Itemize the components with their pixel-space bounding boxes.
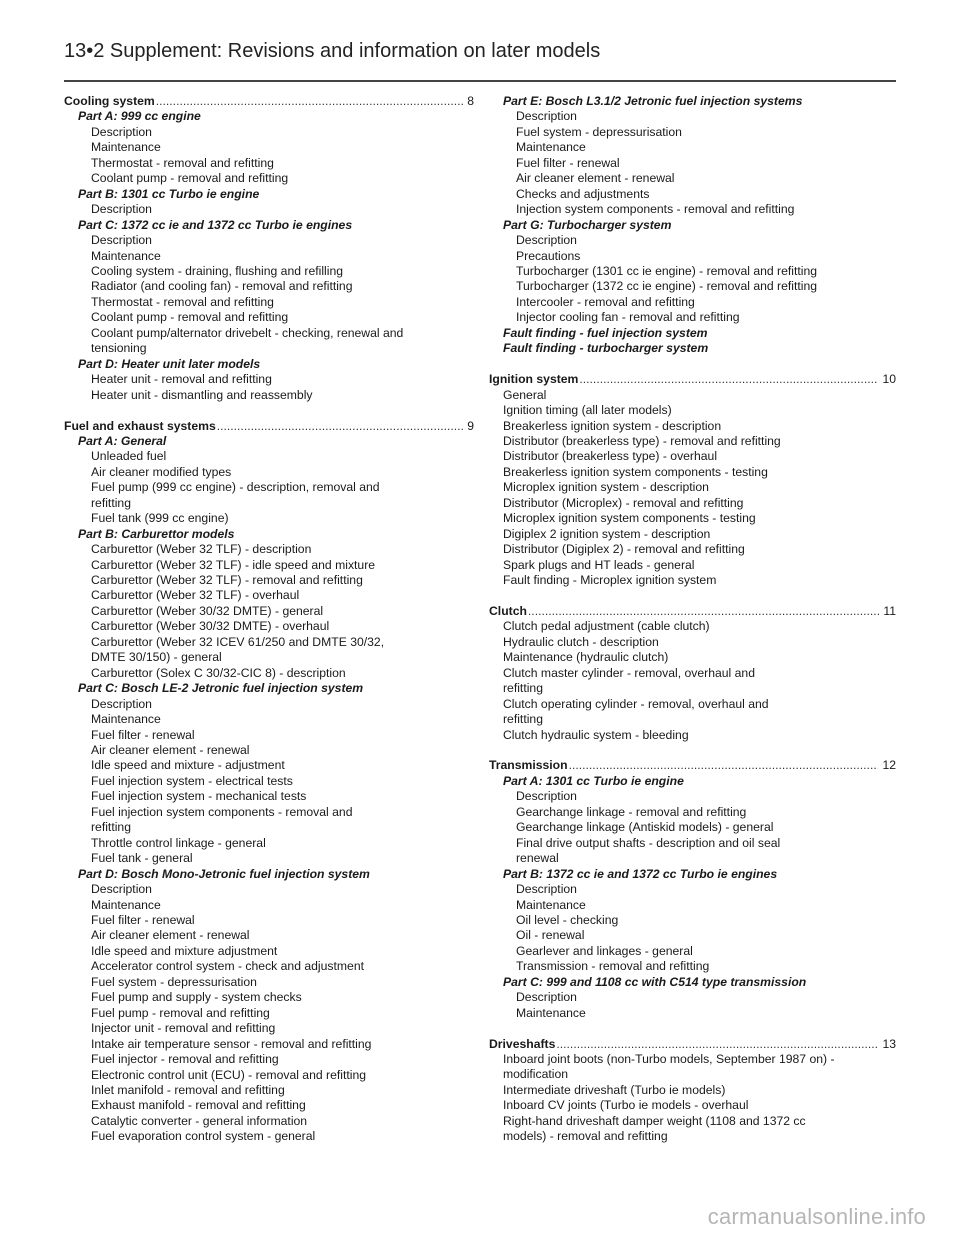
part-heading: Fault finding - fuel injection system <box>503 325 708 340</box>
contents-entry: Clutch pedal adjustment (cable clutch) <box>503 619 710 634</box>
contents-entry: Fuel filter - renewal <box>516 155 620 170</box>
contents-entry: Description <box>91 233 152 248</box>
contents-entry: Clutch hydraulic system - bleeding <box>503 727 689 742</box>
part-heading: Part G: Turbocharger system <box>503 217 672 232</box>
contents-entry: Fault finding - Microplex ignition system <box>503 573 717 588</box>
contents-entry: Carburettor (Weber 30/32 DMTE) - overhaul <box>91 619 330 634</box>
contents-entry: Microplex ignition system - description <box>503 480 709 495</box>
section-page-number: 10 <box>882 372 896 387</box>
contents-entry: Final drive output shafts - description and oil seal <box>516 835 781 850</box>
contents-entry: Precautions <box>516 248 581 263</box>
contents-entry: Maintenance <box>91 248 161 263</box>
dot-leader <box>156 94 463 109</box>
contents-entry: Description <box>91 202 152 217</box>
contents-entry: Checks and adjustments <box>516 186 650 201</box>
contents-entry: Injection system components - removal and refitting <box>516 202 795 217</box>
contents-entry: Catalytic converter - general information <box>91 1113 308 1128</box>
section-heading <box>489 372 896 387</box>
contents-entry: Fuel filter - renewal <box>91 913 195 927</box>
contents-entry: Fuel injection system - electrical tests <box>91 773 293 788</box>
contents-entry: Fuel tank (999 cc engine) <box>91 511 229 526</box>
contents-entry: Air cleaner modified types <box>91 464 232 479</box>
section-fuel-and-exhaust-systems <box>64 419 474 1145</box>
contents-entry: Fuel tank - general <box>91 851 193 866</box>
contents-entry: modification <box>503 1067 569 1082</box>
contents-entry: Fuel injector - removal and refitting <box>91 1052 279 1067</box>
part-heading: Part B: Carburettor models <box>78 526 235 541</box>
contents-entry: Accelerator control system - check and adjustment <box>91 959 364 974</box>
contents-entry: Air cleaner element - renewal <box>91 743 250 758</box>
contents-entry: Fuel pump - removal and refitting <box>91 1005 270 1020</box>
section-heading <box>489 758 896 773</box>
contents-entry: Description <box>91 124 152 139</box>
contents-entry: Gearlever and linkages - general <box>516 943 693 958</box>
contents-entry: Distributor (breakerless type) - overhaul <box>503 449 718 464</box>
dot-leader <box>579 372 878 387</box>
section-title: Driveshafts <box>489 1036 556 1051</box>
part-heading: Part A: General <box>78 433 167 448</box>
contents-entry: Description <box>516 109 577 124</box>
dot-leader <box>528 604 879 619</box>
contents-entry: Thermostat - removal and refitting <box>91 294 274 309</box>
contents-entry: Coolant pump/alternator drivebelt - checking, renewal and <box>91 325 404 340</box>
contents-entry: Fuel pump (999 cc engine) - description, removal and <box>91 480 380 495</box>
section-clutch <box>489 604 896 743</box>
contents-entry: Turbocharger (1301 cc ie engine) - removal and refitting <box>516 263 818 278</box>
part-heading: Part B: 1372 cc ie and 1372 cc Turbo ie engines <box>503 866 778 881</box>
contents-entry: Maintenance (hydraulic clutch) <box>503 650 669 665</box>
contents-entry: Ignition timing (all later models) <box>503 403 672 418</box>
dot-leader <box>569 758 879 773</box>
contents-entry: Maintenance <box>516 1005 586 1020</box>
dot-leader <box>556 1037 878 1052</box>
contents-entry: Distributor (Digiplex 2) - removal and refitting <box>503 542 745 557</box>
contents-entry: Fuel evaporation control system - general <box>91 1129 316 1144</box>
part-heading: Part B: 1301 cc Turbo ie engine <box>78 186 260 201</box>
section-page-number: 8 <box>467 94 474 108</box>
contents-entry: Spark plugs and HT leads - general <box>503 557 695 572</box>
contents-entry: Throttle control linkage - general <box>91 835 266 850</box>
watermark: carmanualsonline.info <box>707 1204 926 1229</box>
contents-entry: Cooling system - draining, flushing and refilling <box>91 263 344 278</box>
contents-entry: Thermostat - removal and refitting <box>91 155 274 170</box>
part-heading: Fault finding - turbocharger system <box>503 341 709 356</box>
contents-entry: Description <box>516 789 577 804</box>
contents-entry: Breakerless ignition system - description <box>503 418 722 433</box>
contents-entry: Distributor (breakerless type) - removal and refitting <box>503 433 781 448</box>
contents-entry: Right-hand driveshaft damper weight (1108 and 1372 cc <box>503 1113 806 1128</box>
contents-entry: Oil - renewal <box>516 928 585 943</box>
section-page-number: 13 <box>882 1036 896 1051</box>
section-title: Ignition system <box>489 372 579 387</box>
dot-leader <box>217 419 463 434</box>
section-heading <box>64 419 474 434</box>
contents-entry: Injector unit - removal and refitting <box>91 1021 276 1036</box>
section-cooling-system <box>64 94 474 403</box>
contents-column-left <box>64 94 474 1160</box>
contents-entry: Inboard CV joints (Turbo ie models - overhaul <box>503 1098 749 1113</box>
contents-entry: Exhaust manifold - removal and refitting <box>91 1098 306 1113</box>
section-continued <box>489 94 896 357</box>
contents-entry: Maintenance <box>516 897 586 912</box>
section-heading <box>489 604 896 619</box>
part-heading: Part D: Bosch Mono-Jetronic fuel injection system <box>78 866 370 881</box>
contents-entry: Fuel system - depressurisation <box>91 974 257 989</box>
contents-entry: Idle speed and mixture - adjustment <box>91 758 285 773</box>
contents-entry: DMTE 30/150) - general <box>91 650 222 665</box>
contents-entry: Carburettor (Solex C 30/32-CIC 8) - description <box>91 665 346 680</box>
contents-entry: Fuel system - depressurisation <box>516 124 682 139</box>
contents-entry: Hydraulic clutch - description <box>503 634 659 649</box>
section-heading <box>64 94 474 109</box>
part-heading: Part A: 999 cc engine <box>78 109 201 124</box>
contents-entry: Distributor (Microplex) - removal and refitting <box>503 495 744 510</box>
contents-entry: Air cleaner element - renewal <box>516 171 675 186</box>
section-page-number: 9 <box>467 418 474 433</box>
contents-entry: Electronic control unit (ECU) - removal and refitting <box>91 1067 366 1082</box>
contents-entry: refitting <box>91 495 131 510</box>
section-title: Fuel and exhaust systems <box>64 418 216 433</box>
contents-entry: Fuel filter - renewal <box>91 727 195 742</box>
section-title: Cooling system <box>64 94 155 108</box>
contents-entry: Fuel injection system - mechanical tests <box>91 789 307 804</box>
contents-entry: Unleaded fuel <box>91 449 167 464</box>
part-heading: Part E: Bosch L3.1/2 Jetronic fuel injection systems <box>503 94 803 108</box>
section-page-number: 11 <box>883 603 896 618</box>
contents-entry: Description <box>516 233 577 248</box>
contents-entry: Intake air temperature sensor - removal and refitting <box>91 1036 372 1051</box>
contents-entry: Intercooler - removal and refitting <box>516 294 695 309</box>
contents-entry: renewal <box>516 851 559 866</box>
contents-entry: Coolant pump - removal and refitting <box>91 171 289 186</box>
contents-entry: Coolant pump - removal and refitting <box>91 310 289 325</box>
contents-entry: Maintenance <box>91 140 161 155</box>
contents-entry: Gearchange linkage - removal and refitting <box>516 804 747 819</box>
contents-entry: Digiplex 2 ignition system - description <box>503 526 711 541</box>
contents-entry: Description <box>91 696 152 711</box>
contents-entry: Description <box>516 990 577 1005</box>
contents-entry: Breakerless ignition system components - testing <box>503 464 768 479</box>
contents-entry: models) - removal and refitting <box>503 1129 668 1144</box>
contents-entry: Heater unit - removal and refitting <box>91 372 272 387</box>
contents-entry: Fuel injection system components - removal and <box>91 804 353 819</box>
contents-entry: Microplex ignition system components - testing <box>503 511 756 526</box>
contents-column-right <box>489 94 896 1160</box>
contents-entry: Carburettor (Weber 32 TLF) - idle speed and mixture <box>91 557 376 572</box>
contents-entry: tensioning <box>91 341 147 356</box>
contents-entry: Carburettor (Weber 32 TLF) - removal and refitting <box>91 573 363 588</box>
section-transmission <box>489 758 896 1021</box>
contents-entry: Inboard joint boots (non-Turbo models, September 1987 on) - <box>503 1052 835 1067</box>
part-heading: Part C: 1372 cc ie and 1372 cc Turbo ie engines <box>78 217 353 232</box>
contents-entry: refitting <box>91 820 131 835</box>
part-heading: Part A: 1301 cc Turbo ie engine <box>503 773 684 788</box>
section-page-number: 12 <box>882 758 896 773</box>
contents-entry: Oil level - checking <box>516 912 619 927</box>
contents-entry: Maintenance <box>516 140 586 155</box>
contents-entry: Transmission - removal and refitting <box>516 959 710 974</box>
part-heading: Part C: Bosch LE-2 Jetronic fuel injection system <box>78 681 364 696</box>
contents-entry: Radiator (and cooling fan) - removal and refitting <box>91 279 353 294</box>
contents-entry: Gearchange linkage (Antiskid models) - general <box>516 820 774 835</box>
contents-entry: Heater unit - dismantling and reassembly <box>91 387 313 402</box>
contents-entry: Turbocharger (1372 cc ie engine) - removal and refitting <box>516 279 818 294</box>
contents-entry: Clutch operating cylinder - removal, overhaul and <box>503 696 769 711</box>
page-header: 13•2 Supplement: Revisions and information on later models <box>64 40 601 62</box>
contents-entry: Inlet manifold - removal and refitting <box>91 1082 285 1097</box>
contents-entry: Clutch master cylinder - removal, overhaul and <box>503 665 755 680</box>
contents-entry: Carburettor (Weber 30/32 DMTE) - general <box>91 603 324 618</box>
contents-entry: Intermediate driveshaft (Turbo ie models) <box>503 1082 726 1097</box>
contents-entry: Description <box>516 882 577 897</box>
contents-entry: Description <box>91 882 152 897</box>
contents-entry: refitting <box>503 681 543 696</box>
section-title: Transmission <box>489 758 568 773</box>
contents-entry: Maintenance <box>91 897 161 912</box>
contents-entry: Maintenance <box>91 712 161 727</box>
section-ignition-system <box>489 372 896 588</box>
contents-entry: refitting <box>503 712 543 727</box>
contents-entry: Carburettor (Weber 32 ICEV 61/250 and DMTE 30/32, <box>91 634 385 649</box>
section-heading <box>489 1037 896 1052</box>
header-rule <box>64 80 896 82</box>
part-heading: Part C: 999 and 1108 cc with C514 type transmission <box>503 974 807 989</box>
contents-entry: Idle speed and mixture adjustment <box>91 943 278 958</box>
section-driveshafts <box>489 1037 896 1145</box>
section-title: Clutch <box>489 603 527 618</box>
contents-entry: Carburettor (Weber 32 TLF) - description <box>91 542 312 557</box>
contents-entry: Carburettor (Weber 32 TLF) - overhaul <box>91 588 300 603</box>
contents-entry: General <box>503 387 547 402</box>
contents-entry: Injector cooling fan - removal and refitting <box>516 310 740 325</box>
part-heading: Part D: Heater unit later models <box>78 356 261 371</box>
contents-entry: Fuel pump and supply - system checks <box>91 990 302 1005</box>
contents-entry: Air cleaner element - renewal <box>91 928 250 943</box>
